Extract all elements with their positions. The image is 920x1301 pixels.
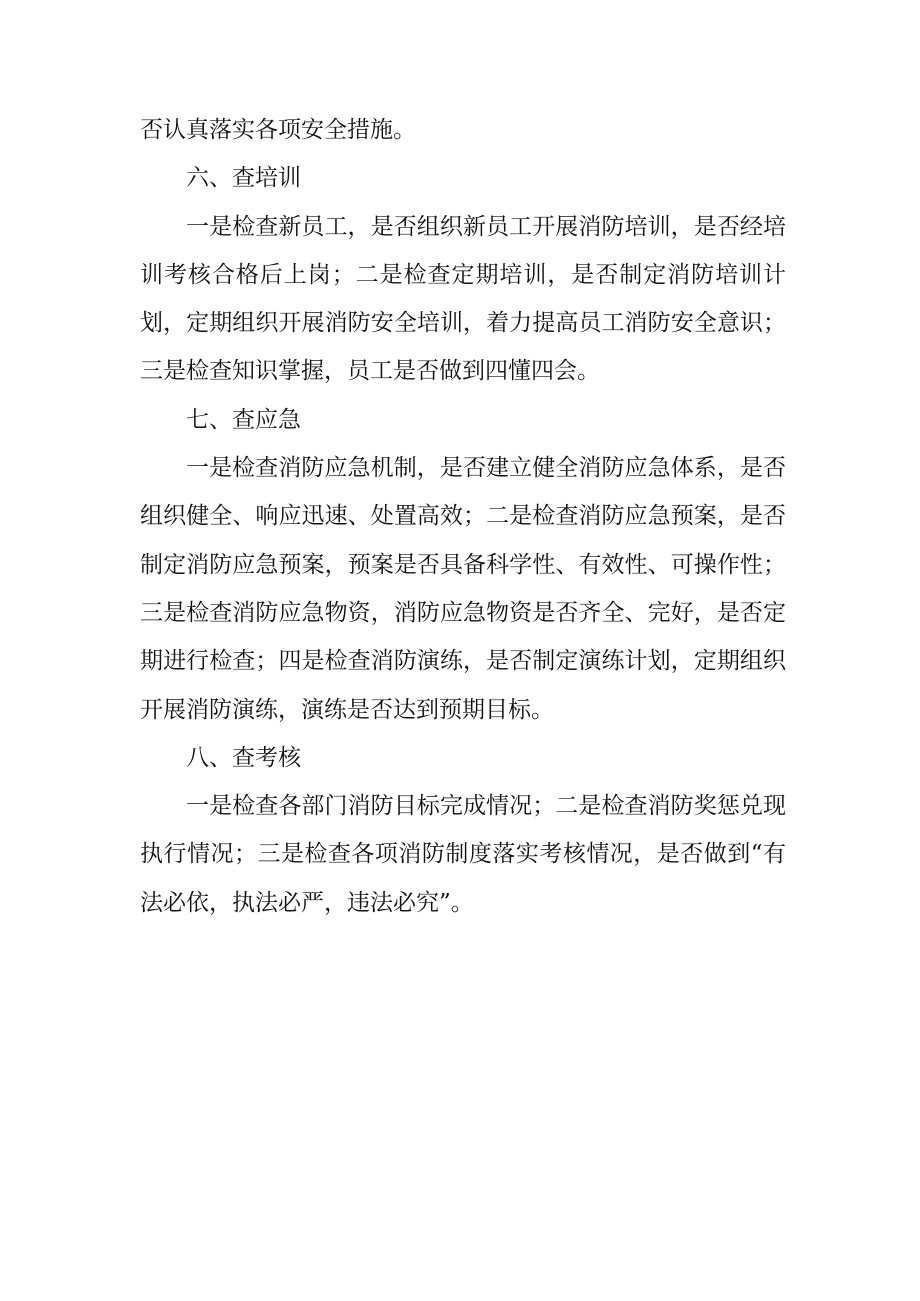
section-heading-emergency: 七、查应急 (186, 406, 301, 433)
section-body-training: 一是检查新员工，是否组织新员工开展消防培训，是否经培训考核合格后上岗；二是检查定期培训，是否制定消防培训计划，定期组织开展消防安全培训，着力提高员工消防安全意识；三是检查知识掌握，员工是否做到四懂四会。 (140, 213, 786, 385)
section-heading-training: 六、查培训 (186, 165, 301, 192)
document-page (140, 106, 786, 927)
section-body-assessment: 一是检查各部门消防目标完成情况；二是检查消防奖惩兑现执行情况；三是检查各项消防制度落实考核情况，是否做到“有法必依，执法必严，违法必究”。 (140, 793, 786, 916)
continuation-paragraph: 否认真落实各项安全措施。 (140, 117, 416, 143)
section-body-emergency: 一是检查消防应急机制，是否建立健全消防应急体系，是否组织健全、响应迅速、处置高效；二是检查消防应急预案，是否制定消防应急预案，预案是否具备科学性、有效性、可操作性；三是检查消防应急物资，消防应急物资是否齐全、完好，是否定期进行检查；四是检查消防演练，是否制定演练计划，定期组织开展消防演练，演练是否达到预期目标。 (140, 455, 786, 723)
section-heading-assessment: 八、查考核 (186, 744, 301, 771)
